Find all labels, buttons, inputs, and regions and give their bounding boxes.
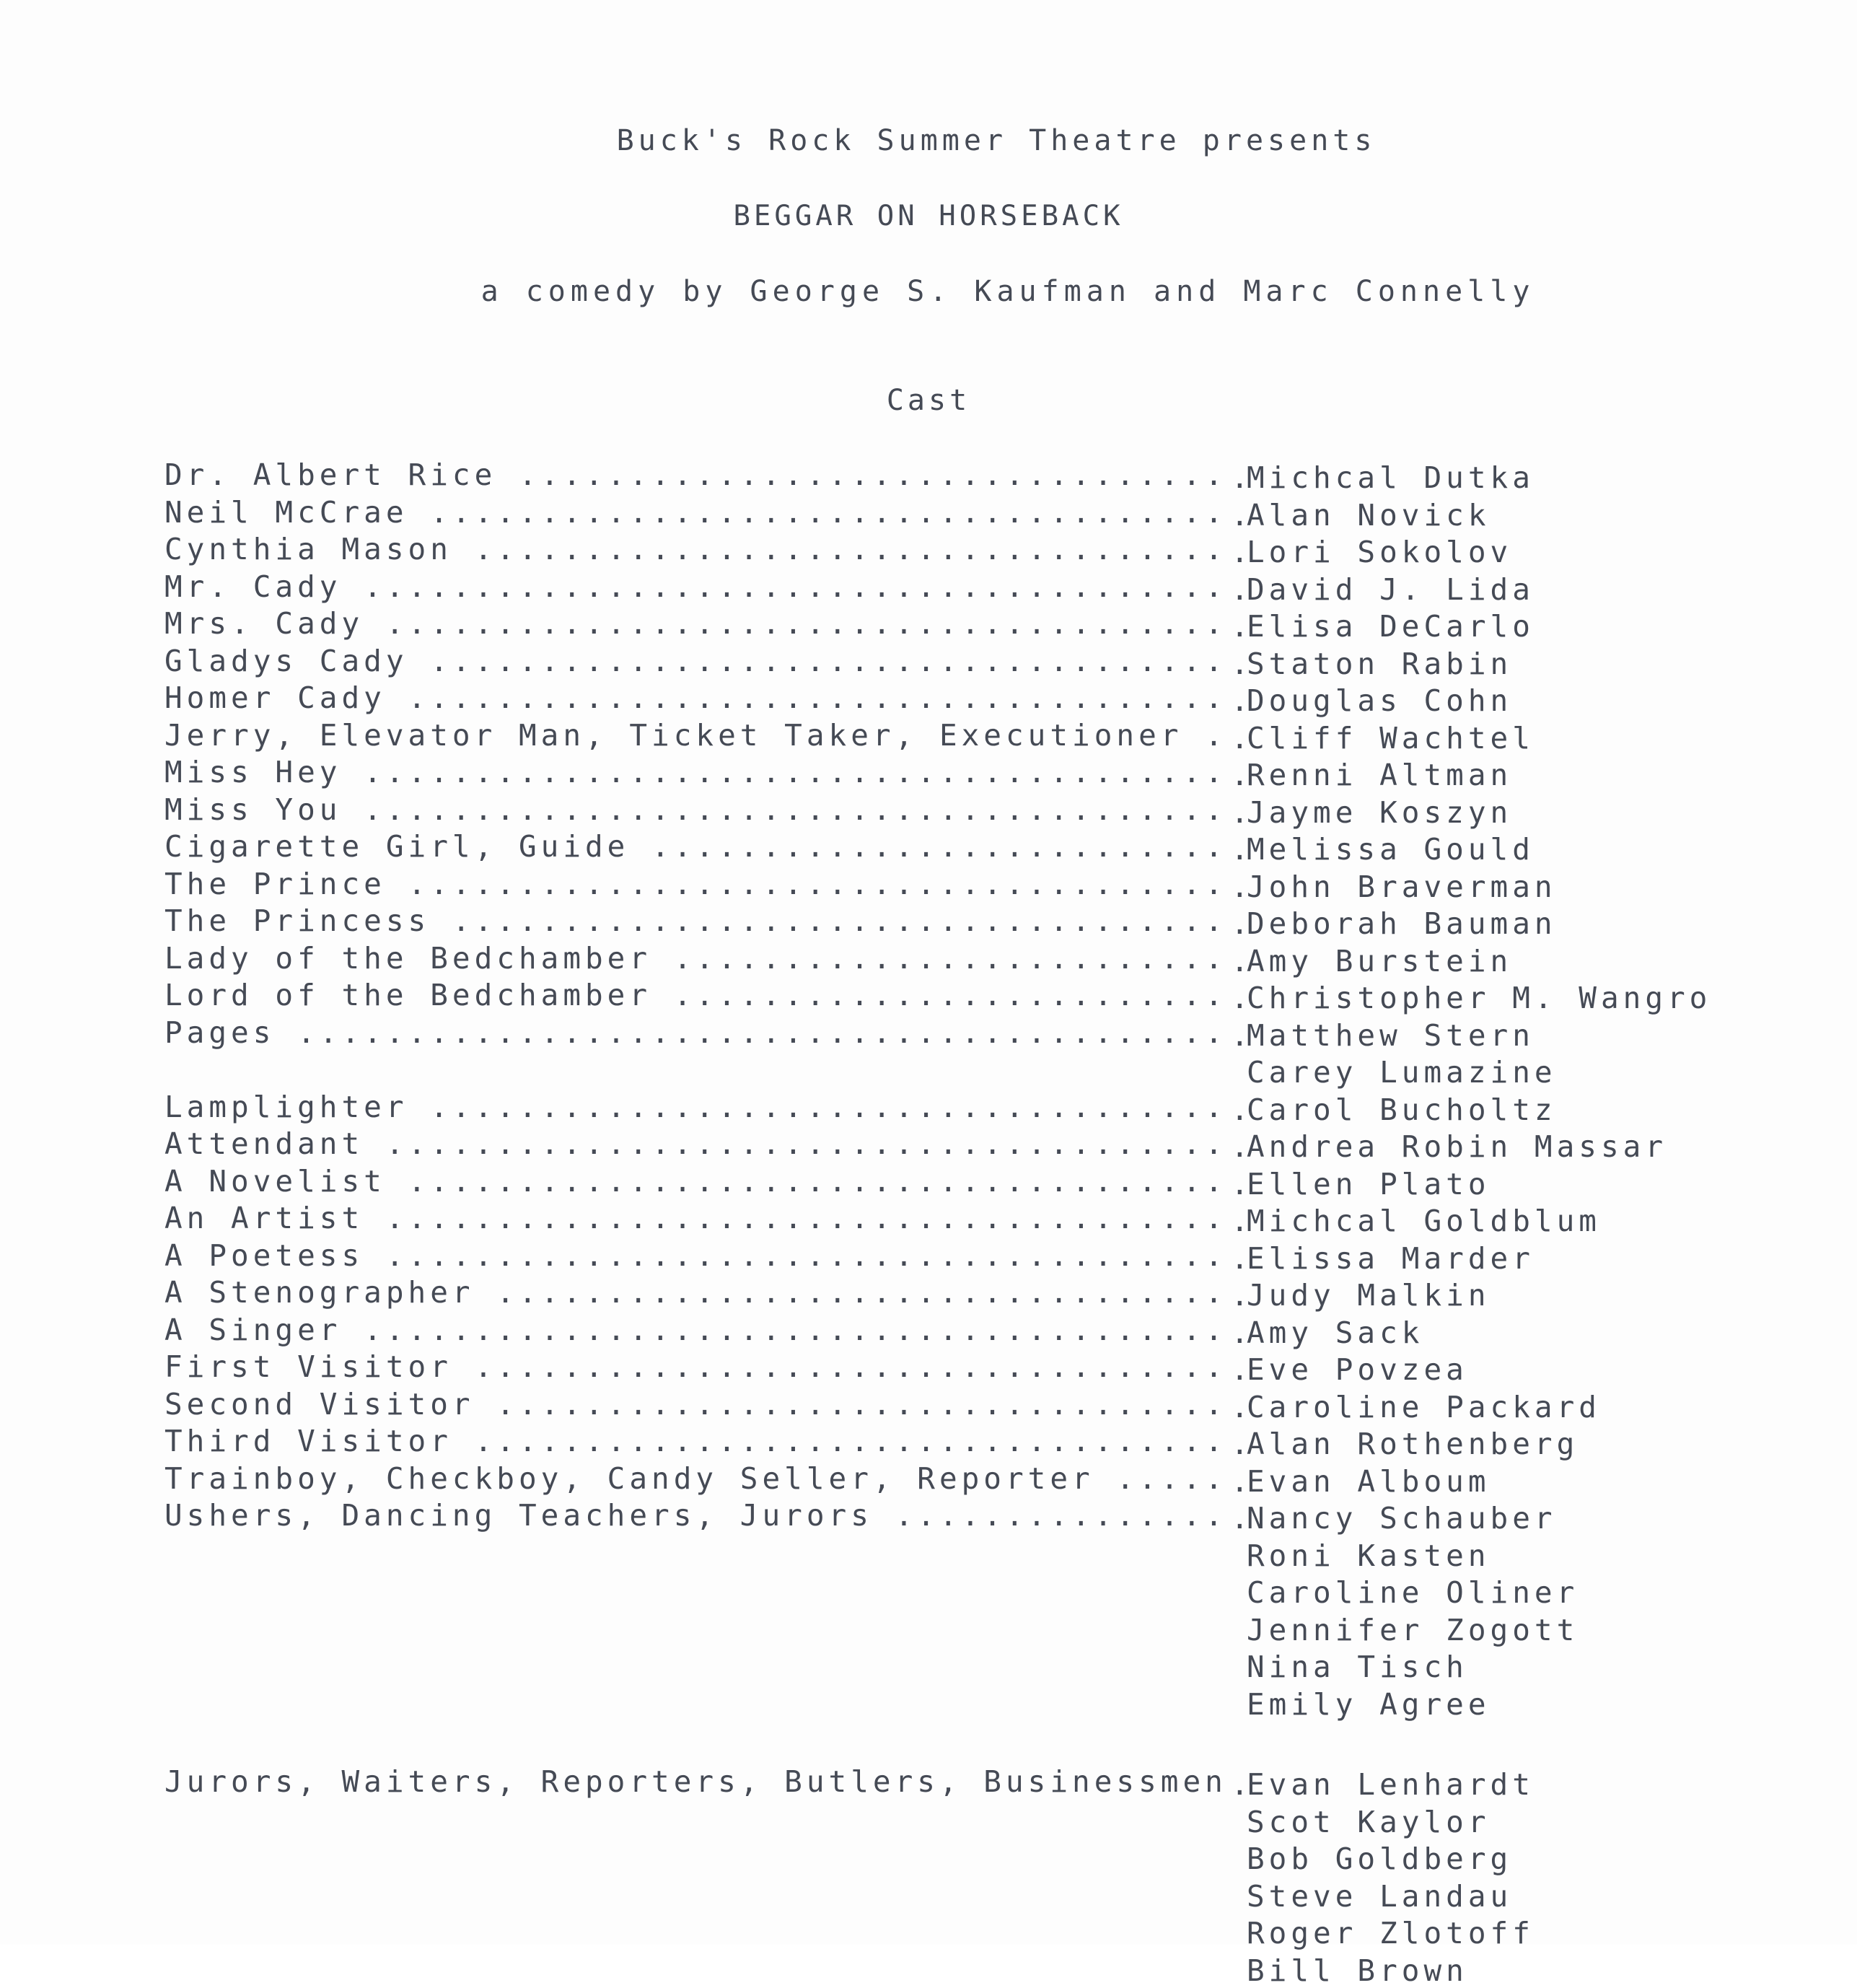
cast-role: Miss Hey ..... — [164, 755, 1232, 789]
cast-row — [164, 1536, 1824, 1573]
cast-role: Attendant ..... — [164, 1126, 1232, 1161]
cast-role: Miss You ..... — [164, 792, 1232, 827]
cast-row — [164, 1275, 1824, 1313]
cast-row — [164, 941, 1824, 978]
cast-row — [164, 1349, 1824, 1387]
cast-row — [164, 606, 1824, 644]
cast-role: Third Visitor ..... — [164, 1424, 1232, 1458]
cast-row — [164, 1684, 1824, 1722]
cast-actor: . Eve Povzea — [1247, 1352, 1468, 1387]
cast-actor: Carey Lumazine — [1247, 1055, 1557, 1090]
cast-row — [164, 1461, 1824, 1499]
cast-row — [164, 829, 1824, 867]
cast-actor: . Alan Rothenberg — [1247, 1427, 1579, 1461]
cast-actor: Roni Kasten — [1247, 1538, 1491, 1573]
cast-row — [164, 1764, 1824, 1802]
cast-actor: Jennifer Zogott — [1247, 1612, 1579, 1647]
cast-row — [164, 532, 1824, 569]
cast-actor: . Matthew Stern — [1247, 1018, 1535, 1053]
cast-actor: Caroline Oliner — [1247, 1575, 1579, 1610]
cast-role: Trainboy, Checkboy, Candy Seller, Reporter ..... — [164, 1461, 1232, 1496]
cast-actor: Bob Goldberg — [1247, 1842, 1513, 1876]
cast-row — [164, 1572, 1824, 1610]
cast-role: Jerry, Elevator Man, Ticket Taker, Executioner ..... — [164, 718, 1232, 753]
cast-row — [164, 903, 1824, 941]
presenter-line: Buck's Rock Summer Theatre presents — [616, 124, 1377, 157]
cast-row — [164, 1610, 1824, 1647]
cast-role: Lord of the Bedchamber ..... — [164, 978, 1232, 1012]
cast-row — [164, 1498, 1824, 1536]
cast-actor: . Michcal Goldblum — [1247, 1204, 1601, 1238]
cast-actor: . Deborah Bauman — [1247, 906, 1557, 941]
cast-role: A Singer ..... — [164, 1313, 1232, 1347]
cast-role: Gladys Cady ..... — [164, 644, 1232, 678]
cast-actor: . Evan Lenhardt — [1247, 1767, 1535, 1802]
cast-role: The Prince ..... — [164, 867, 1232, 901]
cast-row — [164, 792, 1824, 830]
cast-role: A Novelist ..... — [164, 1164, 1232, 1199]
cast-actor: Bill Brown — [1247, 1953, 1468, 1988]
cast-row — [164, 718, 1824, 756]
cast-row — [164, 1387, 1824, 1424]
cast-row — [164, 644, 1824, 681]
cast-row — [164, 1313, 1824, 1350]
cast-row — [164, 1424, 1824, 1461]
cast-actor: . Elissa Marder — [1247, 1241, 1535, 1276]
cast-actor: . Caroline Packard — [1247, 1390, 1601, 1424]
cast-role: Cigarette Girl, Guide ..... — [164, 829, 1232, 864]
cast-role: Neil McCrae ..... — [164, 495, 1232, 530]
cast-actor: . Amy Burstein — [1247, 944, 1512, 978]
cast-row — [164, 1164, 1824, 1201]
cast-actor: . Jayme Koszyn — [1247, 795, 1512, 830]
cast-actor: Emily Agree — [1247, 1686, 1491, 1722]
cast-row — [164, 867, 1824, 904]
cast-row — [164, 569, 1824, 607]
cast-row — [164, 1238, 1824, 1276]
cast-heading: Cast — [886, 384, 971, 417]
cast-list — [164, 457, 1824, 1987]
cast-actor: Steve Landau — [1247, 1878, 1513, 1914]
cast-actor: . Alan Novick — [1247, 498, 1491, 533]
cast-role: Mr. Cady ..... — [164, 569, 1232, 604]
cast-actor: . Judy Malkin — [1247, 1278, 1491, 1313]
cast-role: Cynthia Mason ..... — [164, 532, 1232, 566]
cast-actor: . Staton Rabin — [1247, 647, 1512, 681]
cast-role: Ushers, Dancing Teachers, Jurors ..... — [164, 1498, 1232, 1533]
cast-row — [164, 1950, 1824, 1988]
cast-row — [164, 1090, 1824, 1127]
cast-actor: . Elisa DeCarlo — [1247, 609, 1535, 644]
cast-row — [164, 680, 1824, 718]
play-title: BEGGAR ON HORSEBACK — [733, 200, 1124, 232]
cast-actor: . David J. Lida — [1247, 572, 1535, 607]
cast-role: Lamplighter ..... — [164, 1090, 1232, 1124]
cast-actor: . Cliff Wachtel — [1247, 721, 1535, 756]
byline: a comedy by George S. Kaufman and Marc Connelly — [480, 275, 1535, 308]
cast-row — [164, 1802, 1824, 1839]
cast-row — [164, 1876, 1824, 1914]
cast-actor: Nina Tisch — [1247, 1650, 1468, 1684]
cast-actor: . Andrea Robin Massar — [1247, 1129, 1667, 1164]
cast-actor: . Douglas Cohn — [1247, 683, 1512, 718]
cast-actor: . Christopher M. Wangro — [1247, 981, 1711, 1015]
cast-row — [164, 755, 1824, 792]
cast-actor: . Ellen Plato — [1247, 1167, 1491, 1201]
cast-role: Dr. Albert Rice ..... — [164, 457, 1232, 492]
cast-actor: . Michcal Dutka — [1247, 460, 1535, 495]
cast-role: The Princess ..... — [164, 903, 1232, 938]
cast-actor: Roger Zlotoff — [1247, 1916, 1535, 1950]
cast-actor: . Evan Alboum — [1247, 1464, 1491, 1499]
cast-actor: . Lori Sokolov — [1247, 535, 1512, 569]
cast-row — [164, 1201, 1824, 1238]
cast-row — [164, 495, 1824, 533]
cast-row — [164, 457, 1824, 495]
cast-actor: . Nancy Schauber — [1247, 1501, 1557, 1536]
cast-role: An Artist ..... — [164, 1201, 1232, 1235]
cast-actor: . Carol Bucholtz — [1247, 1092, 1557, 1127]
cast-role: Lady of the Bedchamber ..... — [164, 941, 1232, 976]
cast-actor: Scot Kaylor — [1247, 1804, 1491, 1839]
cast-role: A Stenographer ..... — [164, 1275, 1232, 1310]
cast-role: Homer Cady ..... — [164, 680, 1232, 715]
cast-actor: . Amy Sack — [1247, 1315, 1423, 1350]
cast-row — [164, 1647, 1824, 1684]
cast-row — [164, 1126, 1824, 1164]
cast-row — [164, 1839, 1824, 1876]
cast-actor: . John Braverman — [1247, 870, 1557, 904]
cast-role: Mrs. Cady ..... — [164, 606, 1232, 641]
cast-role: A Poetess ..... — [164, 1238, 1232, 1273]
cast-row — [164, 1015, 1824, 1053]
cast-role: Jurors, Waiters, Reporters, Butlers, Businessmen ..... — [164, 1764, 1232, 1799]
cast-role: Second Visitor ..... — [164, 1387, 1232, 1422]
cast-actor: . Melissa Gould — [1247, 832, 1535, 867]
cast-role: First Visitor ..... — [164, 1349, 1232, 1384]
cast-actor: . Renni Altman — [1247, 758, 1512, 792]
cast-role: Pages ..... — [164, 1015, 1232, 1050]
cast-row — [164, 978, 1824, 1015]
cast-row — [164, 1052, 1824, 1090]
